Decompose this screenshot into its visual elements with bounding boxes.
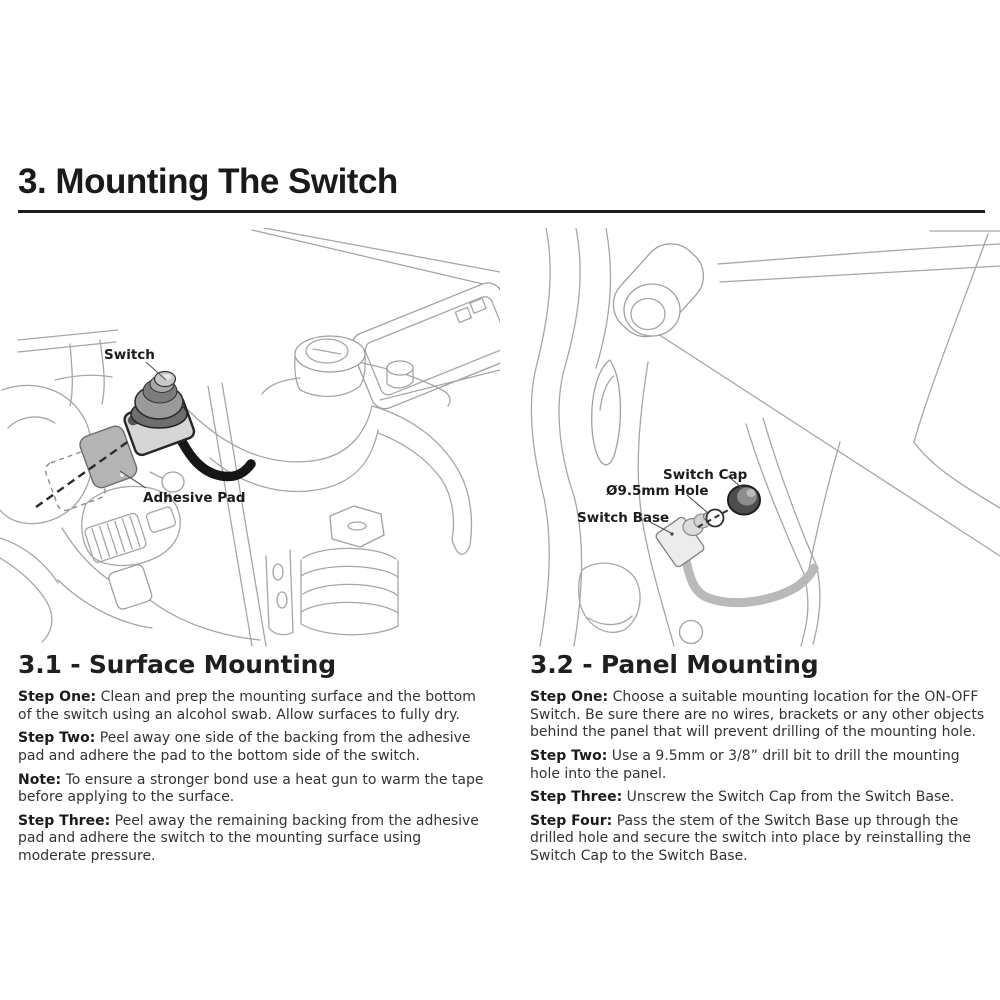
panel-mounting-figure (530, 228, 1000, 648)
adhesive-pad-label: Adhesive Pad (143, 490, 246, 506)
page-title: 3. Mounting The Switch (18, 162, 398, 201)
step-paragraph (530, 813, 988, 866)
step-paragraph (18, 813, 488, 866)
switch-cap (728, 486, 760, 515)
step-text: Choose a suitable mounting location for the ON-OFF Switch. Be sure there are no wires, brackets or any other objects behind the panel that will prevent drilling of the mounting hole. (530, 689, 985, 741)
step-paragraph (530, 789, 988, 807)
switch-cable (178, 434, 251, 477)
step-label: Step Three: (18, 812, 111, 829)
step-paragraph (18, 730, 488, 765)
step-text: Unscrew the Switch Cap from the Switch Base. (626, 789, 955, 806)
step-text: Pass the stem of the Switch Base up through the drilled hole and secure the switch into place by reinstalling the Switch Cap to the Switch Base. (530, 812, 972, 864)
title-divider (18, 210, 985, 213)
step-text: Use a 9.5mm or 3/8” drill bit to drill the mounting hole into the panel. (530, 747, 960, 782)
background-line-art (0, 228, 500, 646)
background-line-art (531, 228, 1000, 646)
step-label: Step Four: (530, 812, 613, 829)
switch-label: Switch (104, 347, 155, 363)
step-label: Note: (18, 771, 62, 788)
step-text: Peel away one side of the backing from the adhesive pad and adhere the pad to the bottom side of the switch. (18, 730, 471, 764)
surface-mounting-figure (0, 228, 500, 648)
section-panel-mounting (530, 650, 988, 872)
section-heading: 3.1 - Surface Mounting (18, 650, 336, 679)
step-text: Peel away the remaining backing from the adhesive pad and adhere the switch to the mounting surface using moderate pressure. (18, 812, 479, 864)
switch-cap-label: Switch Cap (663, 467, 748, 483)
step-paragraph (18, 689, 488, 724)
step-text: Clean and prep the mounting surface and the bottom of the switch using an alcohol swab. Allow surfaces to fully dry. (18, 689, 476, 723)
step-label: Step Two: (18, 730, 96, 747)
step-label: Step Three: (530, 789, 623, 806)
step-text: To ensure a stronger bond use a heat gun to warm the tape before applying to the surface. (18, 771, 484, 806)
step-paragraph (530, 689, 988, 742)
step-paragraph (530, 748, 988, 783)
section-heading: 3.2 - Panel Mounting (530, 650, 819, 679)
switch-knob (131, 372, 187, 429)
step-paragraph (18, 772, 488, 807)
step-label: Step One: (530, 689, 609, 705)
switch-base-label: Switch Base (577, 510, 670, 526)
step-label: Step One: (18, 689, 97, 705)
switch-base-cable (685, 556, 814, 603)
section-surface-mounting (18, 650, 488, 872)
hole-label: Ø9.5mm Hole (606, 483, 709, 499)
step-label: Step Two: (530, 747, 608, 764)
